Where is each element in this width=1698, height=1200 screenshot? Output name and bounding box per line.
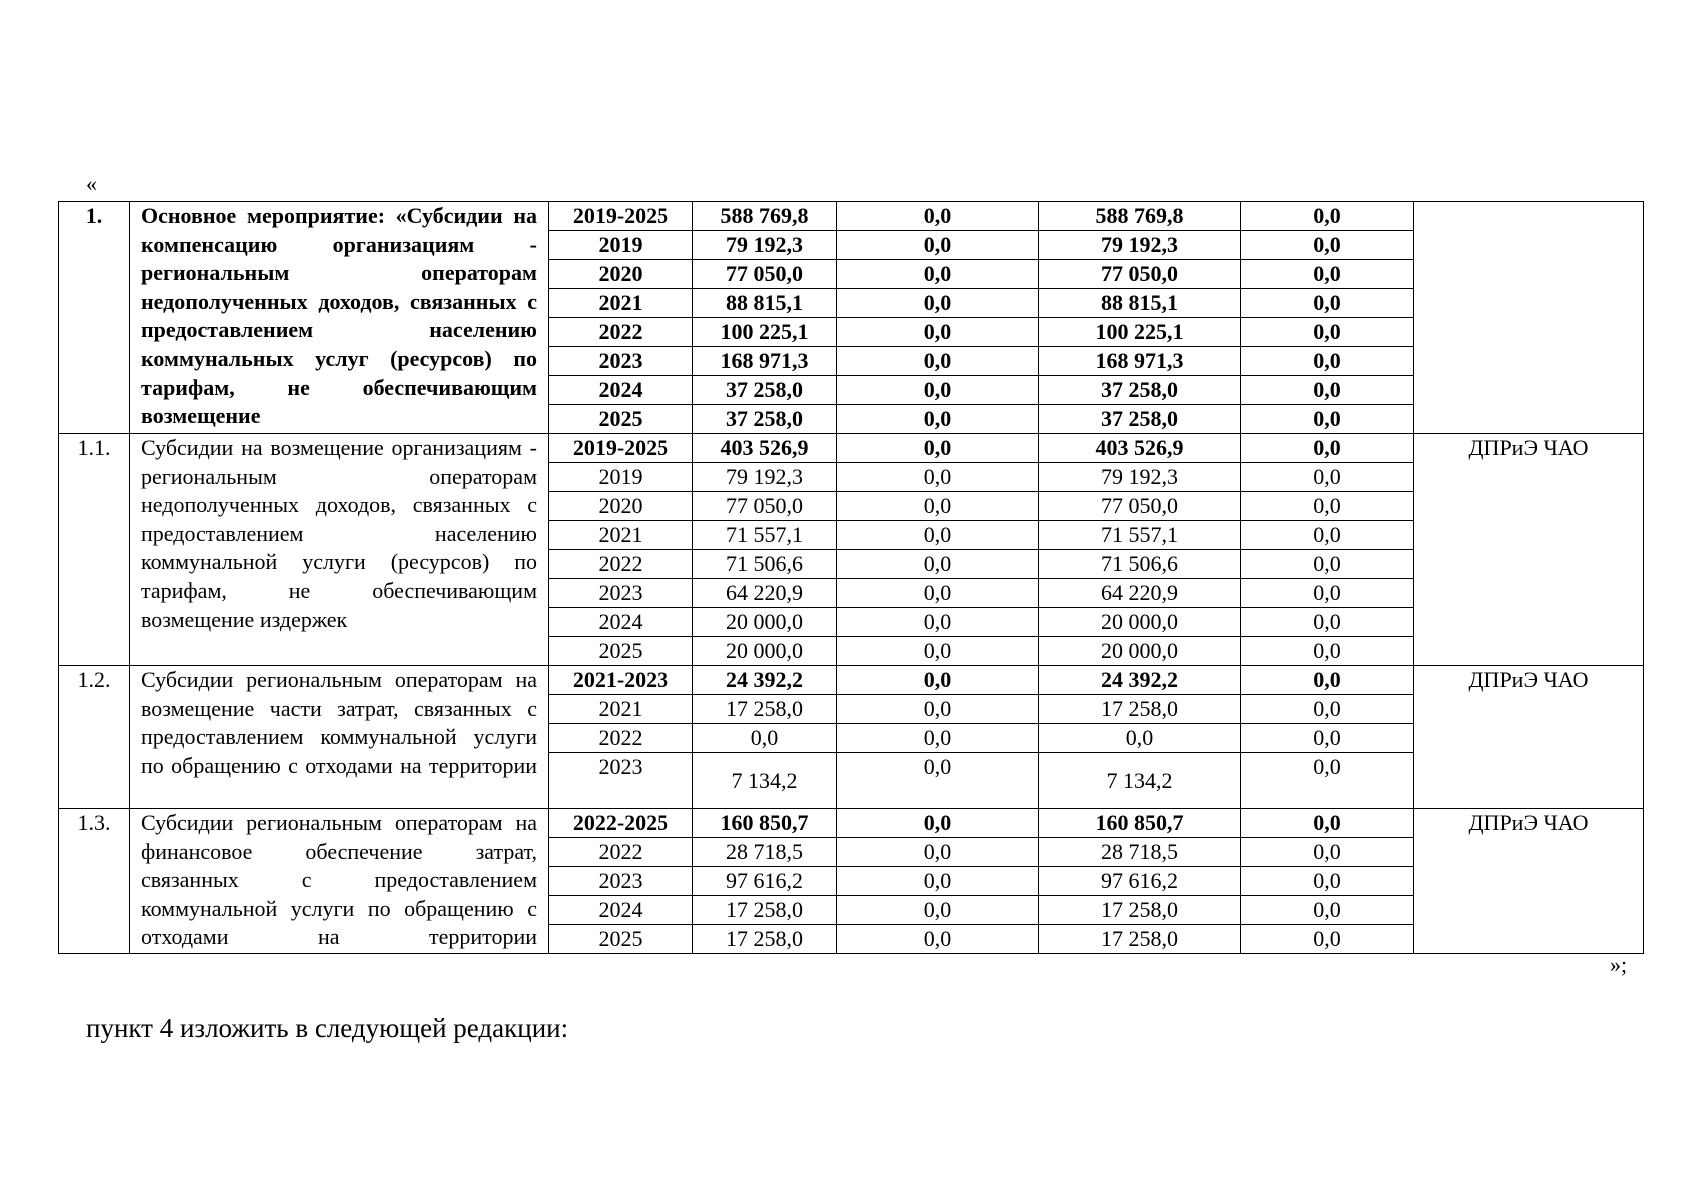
okrug-budget-cell: 79 192,3 bbox=[1039, 463, 1241, 492]
closing-quote: »; bbox=[1610, 952, 1628, 977]
other-sources-cell: 0,0 bbox=[1241, 463, 1414, 492]
responsible-executor: ДПРиЭ ЧАО bbox=[1414, 434, 1644, 666]
total-cell: 20 000,0 bbox=[693, 608, 837, 637]
total-cell: 28 718,5 bbox=[693, 838, 837, 867]
budget-table-body bbox=[59, 202, 1644, 954]
table-row bbox=[59, 809, 1644, 838]
instruction-text: пункт 4 изложить в следующей редакции: bbox=[86, 1013, 569, 1043]
other-sources-cell: 0,0 bbox=[1241, 434, 1414, 463]
other-sources-cell: 0,0 bbox=[1241, 925, 1414, 954]
okrug-budget-cell: 0,0 bbox=[1039, 724, 1241, 753]
federal-budget-cell: 0,0 bbox=[837, 637, 1039, 666]
okrug-budget-cell: 77 050,0 bbox=[1039, 492, 1241, 521]
federal-budget-cell: 0,0 bbox=[837, 550, 1039, 579]
other-sources-cell: 0,0 bbox=[1241, 376, 1414, 405]
federal-budget-cell: 0,0 bbox=[837, 608, 1039, 637]
other-sources-cell: 0,0 bbox=[1241, 405, 1414, 434]
okrug-budget-cell: 160 850,7 bbox=[1039, 809, 1241, 838]
period-cell: 2022-2025 bbox=[549, 809, 693, 838]
other-sources-cell: 0,0 bbox=[1241, 867, 1414, 896]
period-cell: 2019-2025 bbox=[549, 434, 693, 463]
period-cell: 2019 bbox=[549, 231, 693, 260]
okrug-budget-cell: 79 192,3 bbox=[1039, 231, 1241, 260]
total-cell: 79 192,3 bbox=[693, 231, 837, 260]
period-cell: 2022 bbox=[549, 838, 693, 867]
okrug-budget-cell: 17 258,0 bbox=[1039, 925, 1241, 954]
total-cell: 20 000,0 bbox=[693, 637, 837, 666]
total-cell: 79 192,3 bbox=[693, 463, 837, 492]
okrug-budget-cell: 100 225,1 bbox=[1039, 318, 1241, 347]
table-row bbox=[59, 202, 1644, 231]
other-sources-cell: 0,0 bbox=[1241, 492, 1414, 521]
other-sources-cell: 0,0 bbox=[1241, 289, 1414, 318]
item-number: 1. bbox=[59, 202, 130, 434]
total-cell: 71 557,1 bbox=[693, 521, 837, 550]
other-sources-cell: 0,0 bbox=[1241, 318, 1414, 347]
item-number: 1.3. bbox=[59, 809, 130, 954]
period-cell: 2024 bbox=[549, 608, 693, 637]
period-cell: 2023 bbox=[549, 867, 693, 896]
item-description bbox=[130, 809, 549, 954]
period-cell: 2021 bbox=[549, 695, 693, 724]
okrug-budget-cell: 17 258,0 bbox=[1039, 695, 1241, 724]
other-sources-cell: 0,0 bbox=[1241, 838, 1414, 867]
period-cell: 2019-2025 bbox=[549, 202, 693, 231]
total-cell: 100 225,1 bbox=[693, 318, 837, 347]
period-cell: 2024 bbox=[549, 896, 693, 925]
period-cell: 2020 bbox=[549, 260, 693, 289]
opening-quote: « bbox=[86, 171, 97, 196]
federal-budget-cell: 0,0 bbox=[837, 809, 1039, 838]
period-cell: 2025 bbox=[549, 405, 693, 434]
period-cell: 2021-2023 bbox=[549, 666, 693, 695]
total-cell: 64 220,9 bbox=[693, 579, 837, 608]
item-number: 1.2. bbox=[59, 666, 130, 809]
federal-budget-cell: 0,0 bbox=[837, 753, 1039, 809]
total-cell: 17 258,0 bbox=[693, 695, 837, 724]
okrug-budget-cell: 88 815,1 bbox=[1039, 289, 1241, 318]
period-cell: 2022 bbox=[549, 550, 693, 579]
period-cell: 2021 bbox=[549, 521, 693, 550]
okrug-budget-cell: 28 718,5 bbox=[1039, 838, 1241, 867]
federal-budget-cell: 0,0 bbox=[837, 347, 1039, 376]
total-cell: 403 526,9 bbox=[693, 434, 837, 463]
federal-budget-cell: 0,0 bbox=[837, 463, 1039, 492]
budget-table bbox=[58, 201, 1644, 954]
total-cell: 0,0 bbox=[693, 724, 837, 753]
okrug-budget-cell: 168 971,3 bbox=[1039, 347, 1241, 376]
federal-budget-cell: 0,0 bbox=[837, 579, 1039, 608]
okrug-budget-cell: 20 000,0 bbox=[1039, 637, 1241, 666]
item-description bbox=[130, 202, 549, 434]
total-cell: 17 258,0 bbox=[693, 896, 837, 925]
okrug-budget-cell: 37 258,0 bbox=[1039, 405, 1241, 434]
total-cell: 24 392,2 bbox=[693, 666, 837, 695]
other-sources-cell: 0,0 bbox=[1241, 753, 1414, 809]
period-cell: 2022 bbox=[549, 724, 693, 753]
item-description bbox=[130, 434, 549, 666]
federal-budget-cell: 0,0 bbox=[837, 202, 1039, 231]
item-description-text: Субсидии региональным операторам на финансовое обеспечение затрат, связанных с предоставлением коммунальной услуги по обращению с отходами на территории bbox=[141, 810, 537, 950]
other-sources-cell: 0,0 bbox=[1241, 231, 1414, 260]
federal-budget-cell: 0,0 bbox=[837, 867, 1039, 896]
table-row bbox=[59, 666, 1644, 695]
federal-budget-cell: 0,0 bbox=[837, 405, 1039, 434]
federal-budget-cell: 0,0 bbox=[837, 838, 1039, 867]
item-description-text: Субсидии на возмещение организациям - региональным операторам недополученных доходов, связанных с предоставлением населению коммунальной услуги (ресурсов) по тарифам, не обеспечивающим возмещение издержек bbox=[141, 435, 537, 632]
responsible-executor bbox=[1414, 202, 1644, 434]
federal-budget-cell: 0,0 bbox=[837, 925, 1039, 954]
other-sources-cell: 0,0 bbox=[1241, 608, 1414, 637]
total-cell: 37 258,0 bbox=[693, 376, 837, 405]
other-sources-cell: 0,0 bbox=[1241, 260, 1414, 289]
period-cell: 2025 bbox=[549, 637, 693, 666]
okrug-budget-cell: 37 258,0 bbox=[1039, 376, 1241, 405]
period-cell: 2020 bbox=[549, 492, 693, 521]
federal-budget-cell: 0,0 bbox=[837, 289, 1039, 318]
federal-budget-cell: 0,0 bbox=[837, 492, 1039, 521]
period-cell: 2019 bbox=[549, 463, 693, 492]
period-cell: 2024 bbox=[549, 376, 693, 405]
total-cell: 88 815,1 bbox=[693, 289, 837, 318]
period-cell: 2023 bbox=[549, 347, 693, 376]
okrug-budget-cell: 97 616,2 bbox=[1039, 867, 1241, 896]
other-sources-cell: 0,0 bbox=[1241, 896, 1414, 925]
other-sources-cell: 0,0 bbox=[1241, 695, 1414, 724]
period-cell: 2025 bbox=[549, 925, 693, 954]
responsible-executor: ДПРиЭ ЧАО bbox=[1414, 666, 1644, 809]
federal-budget-cell: 0,0 bbox=[837, 318, 1039, 347]
okrug-budget-cell: 24 392,2 bbox=[1039, 666, 1241, 695]
item-description bbox=[130, 666, 549, 809]
okrug-budget-cell: 64 220,9 bbox=[1039, 579, 1241, 608]
total-cell: 97 616,2 bbox=[693, 867, 837, 896]
federal-budget-cell: 0,0 bbox=[837, 521, 1039, 550]
other-sources-cell: 0,0 bbox=[1241, 666, 1414, 695]
total-cell: 71 506,6 bbox=[693, 550, 837, 579]
other-sources-cell: 0,0 bbox=[1241, 724, 1414, 753]
item-description-text: Основное мероприятие: «Субсидии на компенсацию организациям - региональным операторам недополученных доходов, связанных с предоставлением населению коммунальных услуг (ресурсов) по тарифам, не обеспечивающим возмещение bbox=[141, 203, 537, 429]
okrug-budget-cell: 17 258,0 bbox=[1039, 896, 1241, 925]
other-sources-cell: 0,0 bbox=[1241, 347, 1414, 376]
item-number: 1.1. bbox=[59, 434, 130, 666]
other-sources-cell: 0,0 bbox=[1241, 809, 1414, 838]
responsible-executor: ДПРиЭ ЧАО bbox=[1414, 809, 1644, 954]
federal-budget-cell: 0,0 bbox=[837, 666, 1039, 695]
federal-budget-cell: 0,0 bbox=[837, 896, 1039, 925]
federal-budget-cell: 0,0 bbox=[837, 724, 1039, 753]
okrug-budget-cell: 77 050,0 bbox=[1039, 260, 1241, 289]
item-description-text: Субсидии региональным операторам на возмещение части затрат, связанных с предоставлением коммунальной услуги по обращению с отходами на территории bbox=[141, 667, 537, 778]
other-sources-cell: 0,0 bbox=[1241, 579, 1414, 608]
total-cell: 77 050,0 bbox=[693, 260, 837, 289]
other-sources-cell: 0,0 bbox=[1241, 202, 1414, 231]
okrug-budget-cell: 20 000,0 bbox=[1039, 608, 1241, 637]
total-cell: 7 134,2 bbox=[693, 753, 837, 809]
other-sources-cell: 0,0 bbox=[1241, 550, 1414, 579]
total-cell: 160 850,7 bbox=[693, 809, 837, 838]
period-cell: 2021 bbox=[549, 289, 693, 318]
federal-budget-cell: 0,0 bbox=[837, 434, 1039, 463]
table-row bbox=[59, 434, 1644, 463]
total-cell: 168 971,3 bbox=[693, 347, 837, 376]
period-cell: 2023 bbox=[549, 753, 693, 809]
okrug-budget-cell: 588 769,8 bbox=[1039, 202, 1241, 231]
other-sources-cell: 0,0 bbox=[1241, 521, 1414, 550]
total-cell: 37 258,0 bbox=[693, 405, 837, 434]
okrug-budget-cell: 71 506,6 bbox=[1039, 550, 1241, 579]
federal-budget-cell: 0,0 bbox=[837, 376, 1039, 405]
okrug-budget-cell: 71 557,1 bbox=[1039, 521, 1241, 550]
okrug-budget-cell: 7 134,2 bbox=[1039, 753, 1241, 809]
total-cell: 17 258,0 bbox=[693, 925, 837, 954]
period-cell: 2022 bbox=[549, 318, 693, 347]
period-cell: 2023 bbox=[549, 579, 693, 608]
okrug-budget-cell: 403 526,9 bbox=[1039, 434, 1241, 463]
total-cell: 77 050,0 bbox=[693, 492, 837, 521]
federal-budget-cell: 0,0 bbox=[837, 260, 1039, 289]
other-sources-cell: 0,0 bbox=[1241, 637, 1414, 666]
total-cell: 588 769,8 bbox=[693, 202, 837, 231]
federal-budget-cell: 0,0 bbox=[837, 695, 1039, 724]
federal-budget-cell: 0,0 bbox=[837, 231, 1039, 260]
